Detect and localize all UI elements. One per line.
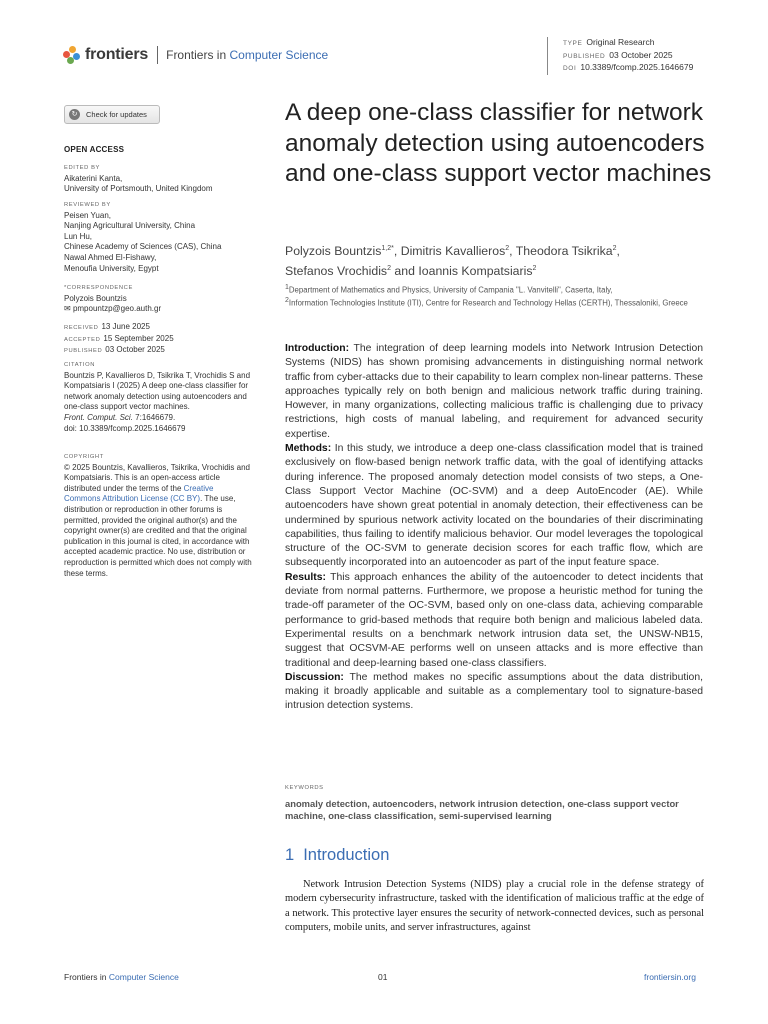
abstract: [285, 342, 703, 714]
abstract-methods: Methods: In this study, we introduce a deep one-class classification model that is trained exclusively on flow-based benign network traffic data, with the goal of identifying attacks during inference. The proposed anomaly detection model consists of two steps, a One-Class Support Vector Machine (OC-SVM) and a deep AutoEncoder (AE). While autoencoders have shown great potential in anomaly detection, their effectiveness can be undermined by spurious network activity located on the boundaries of their discriminating capabilities, thus failing to identify malicious behavior. Our model leverages the topological structure of the OC-SVM to generate decision scores for each traffic flow, which are subsequently incorporated into an autoencoder as part of the input feature space.: [285, 443, 703, 569]
journal-header: [63, 44, 363, 66]
author[interactable]: Stefanos Vrochidis: [285, 264, 388, 279]
license-link[interactable]: Creative Commons Attribution License (CC BY): [64, 483, 214, 504]
citation: CITATION Bountzis P, Kavallieros D, Tsikrika T, Vrochidis S and Kompatsiaris I (2025) A deep one-class classifier for network anomaly detection using autoencoders and one-class support vector machines. Front. Comput. Sci. 7:1646679. doi: 10.3389/fcomp.2025.1646679: [64, 362, 251, 433]
article-type: Original Research: [586, 37, 655, 47]
abstract-discussion: Discussion: The method makes no specific assumptions about the data distribution, making it broadly applicable and suitable as a complementary tool to signature-based intrusion detection systems.: [285, 671, 703, 712]
author-list: Polyzois Bountzis$^{1,2*}$, Dimitris Kavallieros$^2$, Theodora Tsikrika$^2$, Stefanos Vrochidis$^2$ and Ioannis Kompatsiaris$^2$: [285, 244, 620, 279]
journal-title[interactable]: Frontiers in Computer Science: [166, 48, 329, 62]
abstract-introduction: Introduction: The integration of deep learning models into Network Intrusion Detection Systems (NIDS) has shown promising advancements in distinguishing normal network traffic from cyber-attacks due to their capability to learn complex non-linear patterns. These approaches typically rely on both benign and malicious network traffic during training. However, in many organizations, collecting malicious traffic is challenging due to privacy restrictions, high costs of manual labeling, and requirement for advanced security expertise.: [285, 343, 703, 440]
body-text: Network Intrusion Detection Systems (NIDS) play a crucial role in the defense strategy of modern cybersecurity infrastructure, tasked with the identification of malicious traffic at the edge of a network. This protective layer ensures the security of network-connected devices, such as personal computers, mobile units, and server infrastructures, against: [285, 879, 704, 934]
keywords-label: KEYWORDS: [285, 785, 324, 791]
published-date: 03 October 2025: [609, 49, 673, 60]
author[interactable]: Dimitris Kavallieros: [400, 244, 506, 259]
doi-link[interactable]: 10.3389/fcomp.2025.1646679: [580, 62, 694, 72]
article-meta: TYPE Original Research PUBLISHED 03 October 2025 DOI 10.3389/fcomp.2025.1646679: [547, 37, 693, 75]
article-dates: RECEIVED 13 June 2025 ACCEPTED 15 September 2025 PUBLISHED 03 October 2025: [64, 322, 174, 355]
author[interactable]: Theodora Tsikrika: [515, 244, 613, 259]
citation-doi[interactable]: doi: 10.3389/fcomp.2025.1646679: [64, 423, 186, 433]
correspondence: *CORRESPONDENCE Polyzois Bountzis ✉ pmpountzp@geo.auth.gr: [64, 285, 162, 314]
author[interactable]: Ioannis Kompatsiaris: [418, 264, 533, 279]
abstract-results: Results: This approach enhances the ability of the autoencoder to detect incidents that deviate from normal patterns. Furthermore, we propose a heuristic method for tuning the trade-off parameter of the OC-SVM, based only on one-class data, achieving comparable performance to grid-based methods that require both benign and malicious labeled data. Experimental results on a benchmark network intrusion data set, the UNSW-NB15, suggest that OCSVM-AE performs well on unseen attacks and is more effective than traditional and deep-learning based one-class classifiers.: [285, 571, 703, 669]
correspondence-email[interactable]: pmpountzp@geo.auth.gr: [72, 304, 162, 314]
affiliations: $^1$Department of Mathematics and Physics, University of Campania "L. Vanvitelli", Caserta, Italy, $^2$Information Technologies Institute (ITI), Centre for Research and Technology Hellas (CERTH), Thessaloniki, Greece: [285, 284, 688, 308]
copyright: COPYRIGHT © 2025 Bountzis, Kavallieros, Tsikrika, Vrochidis and Kompatsiaris. This is an open-access article distributed under the terms of the Creative Commons Attribution License (CC BY). The use, distribution or reproduction in other forums is permitted, provided the original author(s) and the copyright owner(s) are credited and that the original publication in this journal is cited, in accordance with accepted academic practice. No use, distribution or reproduction is permitted which does not comply with these terms.: [64, 454, 252, 578]
brand-name: frontiers: [85, 46, 149, 63]
article-title: A deep one-class classifier for network anomaly detection using autoencoders and one-class support vector machines: [285, 99, 712, 187]
footer-journal[interactable]: Frontiers in Computer Science: [64, 972, 179, 982]
keywords: anomaly detection, autoencoders, network intrusion detection, one-class support vector machine, one-class classification, semi-supervised learning: [285, 798, 679, 821]
reviewed-by: REVIEWED BY Peisen Yuan, Nanjing Agricultural University, China Lun Hu, Chinese Academy of Sciences (CAS), China Nawal Ahmed El-Fishawy, Menoufia University, Egypt: [64, 202, 222, 273]
page-number: 01: [378, 972, 388, 982]
section-heading: 1 Introduction: [285, 846, 390, 864]
open-access-label: OPEN ACCESS: [64, 145, 125, 154]
site-link[interactable]: frontiersin.org: [644, 972, 696, 982]
author[interactable]: Polyzois Bountzis: [285, 244, 382, 259]
edited-by: EDITED BY Aikaterini Kanta, University of Portsmouth, United Kingdom: [64, 165, 213, 194]
check-updates-icon: ↻: [69, 109, 80, 120]
check-for-updates-button[interactable]: ↻ Check for updates: [64, 105, 160, 124]
header-divider: [157, 46, 158, 64]
frontiers-logo-icon: [63, 46, 81, 64]
mail-icon: ✉: [64, 304, 73, 314]
